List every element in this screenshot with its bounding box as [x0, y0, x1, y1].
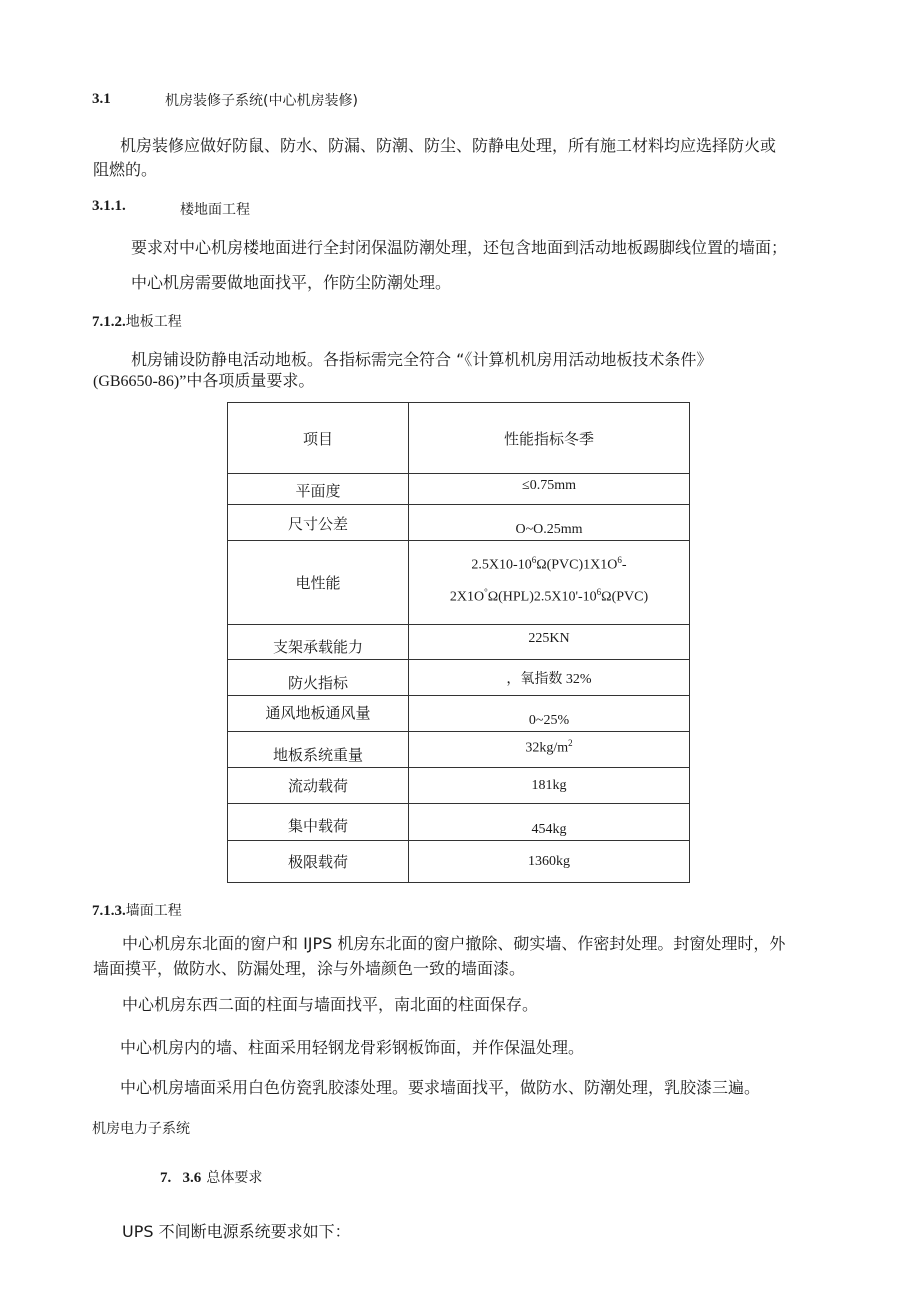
section-title: 机房装修子系统(中心机房装修) [165, 93, 358, 109]
floor-line-2: 中心机房需要做地面找平，作防尘防潮处理。 [131, 273, 452, 292]
intro-line-2: 阻燃的。 [93, 160, 158, 179]
power-subsystem-title: 机房电力子系统 [92, 1121, 190, 1137]
value-cell: 181kg [409, 768, 690, 804]
value-cell: O~O.25mm [409, 505, 690, 541]
item-cell: 集中载荷 [228, 804, 409, 841]
value-cell: 454kg [409, 804, 690, 841]
table-row [228, 625, 690, 660]
section-number: 3.1 [92, 91, 111, 107]
value-cell: 1360kg [409, 841, 690, 883]
section-number: 3.1.1. [92, 198, 126, 214]
section-heading-7-1-2 [92, 311, 182, 331]
intro-line-1: 机房装修应做好防鼠、防水、防漏、防潮、防尘、防静电处理，所有施工材料均应选择防火或 [120, 136, 777, 155]
value-cell [409, 732, 690, 768]
value-part: 2.5X10-10 [471, 557, 532, 573]
table-row [228, 474, 690, 505]
floor-line-1: 要求对中心机房楼地面进行全封闭保温防潮处理，还包含地面到活动地板踢脚线位置的墙面； [131, 238, 788, 257]
wall-p2: 中心机房东西二面的柱面与墙面找平，南北面的柱面保存。 [122, 995, 539, 1014]
table-row [228, 768, 690, 804]
table-row [228, 660, 690, 696]
section-title: 墙面工程 [125, 903, 182, 919]
section-heading-3-1 [92, 88, 111, 108]
value-part: Ω(PVC) [601, 589, 649, 605]
value-cell: 225KN [409, 625, 690, 660]
section-number: 7. 3.6 [160, 1170, 202, 1186]
value-part: - [621, 557, 627, 573]
value-part: 2X1O [449, 589, 485, 605]
section-title: 楼地面工程 [180, 202, 250, 218]
value-cell: ≤0.75mm [409, 474, 690, 505]
table-row [228, 505, 690, 541]
table-row [228, 804, 690, 841]
superscript: 6 [596, 586, 602, 597]
ups-requirements: UPS 不间断电源系统要求如下： [122, 1222, 351, 1241]
item-cell: 尺寸公差 [228, 505, 409, 541]
section-title: 地板工程 [125, 314, 182, 330]
section-heading-7-3-6 [160, 1167, 262, 1187]
value-part: Ω(HPL)2.5X10'-10 [487, 589, 597, 605]
table-row [228, 841, 690, 883]
item-cell: 电性能 [228, 541, 409, 625]
superscript: 6 [617, 555, 622, 565]
section-number: 7.1.3. [92, 903, 126, 919]
wall-p1-line-1: 中心机房东北面的窗户和 IJPS 机房东北面的窗户撤除、砌实墙、作密封处理。封窗处理时，外 [122, 934, 786, 953]
item-cell: 支架承载能力 [228, 625, 409, 660]
item-cell: 平面度 [228, 474, 409, 505]
board-line-2: (GB6650-86)”中各项质量要求。 [93, 373, 315, 390]
header-cell: 项目 [228, 403, 409, 474]
value-part: Ω(PVC)1X1O [536, 557, 618, 573]
value-line [409, 579, 689, 611]
item-cell: 极限载荷 [228, 841, 409, 883]
item-cell: 地板系统重量 [228, 732, 409, 768]
wall-p1-line-2: 墙面摸平，做防水、防漏处理，涂与外墙颜色一致的墙面漆。 [93, 959, 526, 978]
value-cell: 0~25% [409, 696, 690, 732]
section-title: 总体要求 [206, 1170, 263, 1186]
section-heading-7-1-3 [92, 900, 182, 920]
table-row [228, 696, 690, 732]
board-line-1: 机房铺设防静电活动地板。各指标需完全符合 “《计算机机房用活动地板技术条件》 [131, 350, 713, 369]
item-cell: 通风地板通风量 [228, 696, 409, 732]
value-part: 32kg/m [525, 740, 569, 756]
table-header-row [228, 403, 690, 474]
superscript: 6 [531, 555, 537, 565]
value-cell [409, 541, 690, 625]
wall-p3: 中心机房内的墙、柱面采用轻钢龙骨彩钢板饰面，并作保温处理。 [120, 1038, 585, 1057]
item-cell: 防火指标 [228, 660, 409, 696]
header-cell: 性能指标冬季 [409, 403, 690, 474]
value-cell: ，氧指数 32% [409, 660, 690, 696]
wall-p4: 中心机房墙面采用白色仿瓷乳胶漆处理。要求墙面找平，做防水、防潮处理，乳胶漆三遍。 [120, 1078, 761, 1097]
table-row [228, 732, 690, 768]
spec-table [227, 402, 690, 883]
superscript: ° [484, 586, 488, 597]
superscript: 2 [568, 738, 573, 748]
item-cell: 流动载荷 [228, 768, 409, 804]
value-line [409, 547, 689, 579]
table-row [228, 541, 690, 625]
section-number: 7.1.2. [92, 314, 126, 330]
